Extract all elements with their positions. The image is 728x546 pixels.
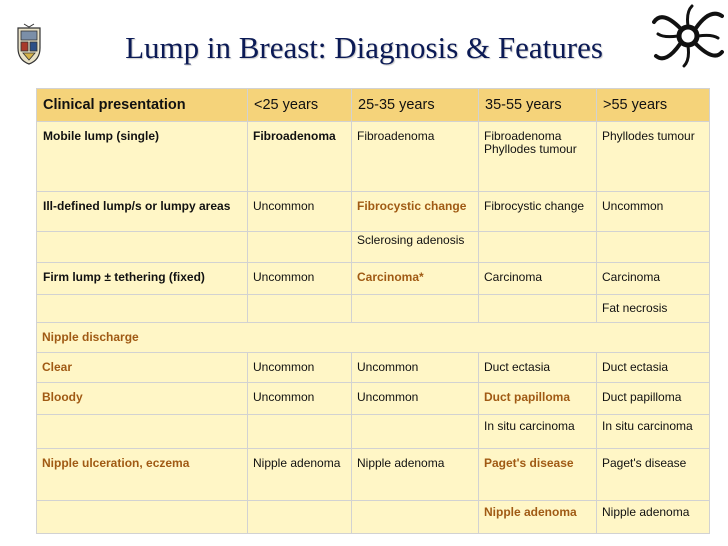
table-row xyxy=(37,501,710,534)
table-cell: Duct papilloma xyxy=(597,383,710,415)
table-cell: Carcinoma xyxy=(597,263,710,295)
table-cell: Paget's disease xyxy=(479,449,597,501)
table-row xyxy=(37,122,710,192)
table-cell xyxy=(352,501,479,534)
table-cell xyxy=(479,232,597,263)
table-row xyxy=(37,295,710,323)
table-cell: Duct papilloma xyxy=(479,383,597,415)
table-row xyxy=(37,232,710,263)
table-cell: Fibrocystic change xyxy=(479,192,597,232)
table-cell: In situ carcinoma xyxy=(597,415,710,449)
table-cell xyxy=(37,295,248,323)
table-cell: Fibroadenoma Phyllodes tumour xyxy=(479,122,597,192)
table-cell xyxy=(37,501,248,534)
table-row xyxy=(37,263,710,295)
table-cell: Fibroadenoma xyxy=(248,122,352,192)
header-under-25: <25 years xyxy=(248,89,352,122)
section-nipple-discharge: Nipple discharge xyxy=(37,323,710,353)
table-cell: Nipple adenoma xyxy=(248,449,352,501)
table-cell: Uncommon xyxy=(352,353,479,383)
table-cell: Fibroadenoma xyxy=(352,122,479,192)
table-row xyxy=(37,449,710,501)
table-row xyxy=(37,353,710,383)
table-cell: Sclerosing adenosis xyxy=(352,232,479,263)
row-label: Nipple ulceration, eczema xyxy=(37,449,248,501)
table-cell: Carcinoma xyxy=(479,263,597,295)
table-cell: Carcinoma* xyxy=(352,263,479,295)
header-over-55: >55 years xyxy=(597,89,710,122)
table-cell: In situ carcinoma xyxy=(479,415,597,449)
table-row xyxy=(37,192,710,232)
table-cell: Fibrocystic change xyxy=(352,192,479,232)
table-cell: Uncommon xyxy=(597,192,710,232)
table-cell xyxy=(352,415,479,449)
table-cell: Duct ectasia xyxy=(597,353,710,383)
table-header-row xyxy=(37,89,710,122)
table-cell: Nipple adenoma xyxy=(479,501,597,534)
row-label: Firm lump ± tethering (fixed) xyxy=(37,263,248,295)
table-cell: Uncommon xyxy=(248,192,352,232)
table-cell: Uncommon xyxy=(248,383,352,415)
table-cell: Paget's disease xyxy=(597,449,710,501)
table-cell: Uncommon xyxy=(248,263,352,295)
table-cell: Duct ectasia xyxy=(479,353,597,383)
row-label: Clear xyxy=(37,353,248,383)
table-row xyxy=(37,415,710,449)
row-label: Mobile lump (single) xyxy=(37,122,248,192)
header-25-35: 25-35 years xyxy=(352,89,479,122)
table-cell: Uncommon xyxy=(248,353,352,383)
row-label: Ill-defined lump/s or lumpy areas xyxy=(37,192,248,232)
header-clinical-presentation: Clinical presentation xyxy=(37,89,248,122)
diagnosis-table xyxy=(36,88,710,534)
row-label: Bloody xyxy=(37,383,248,415)
table-cell xyxy=(479,295,597,323)
table-cell: Nipple adenoma xyxy=(352,449,479,501)
table-cell: Nipple adenoma xyxy=(597,501,710,534)
table-cell xyxy=(597,232,710,263)
table-cell xyxy=(248,415,352,449)
table-row xyxy=(37,383,710,415)
table-cell: Uncommon xyxy=(352,383,479,415)
table-cell xyxy=(248,232,352,263)
table-cell xyxy=(352,295,479,323)
table-cell xyxy=(37,232,248,263)
table-section-row xyxy=(37,323,710,353)
table-cell xyxy=(37,415,248,449)
table-cell xyxy=(248,501,352,534)
table-cell: Phyllodes tumour xyxy=(597,122,710,192)
table-cell xyxy=(248,295,352,323)
header-35-55: 35-55 years xyxy=(479,89,597,122)
page-title: Lump in Breast: Diagnosis & Features xyxy=(125,30,603,65)
table-cell: Fat necrosis xyxy=(597,295,710,323)
